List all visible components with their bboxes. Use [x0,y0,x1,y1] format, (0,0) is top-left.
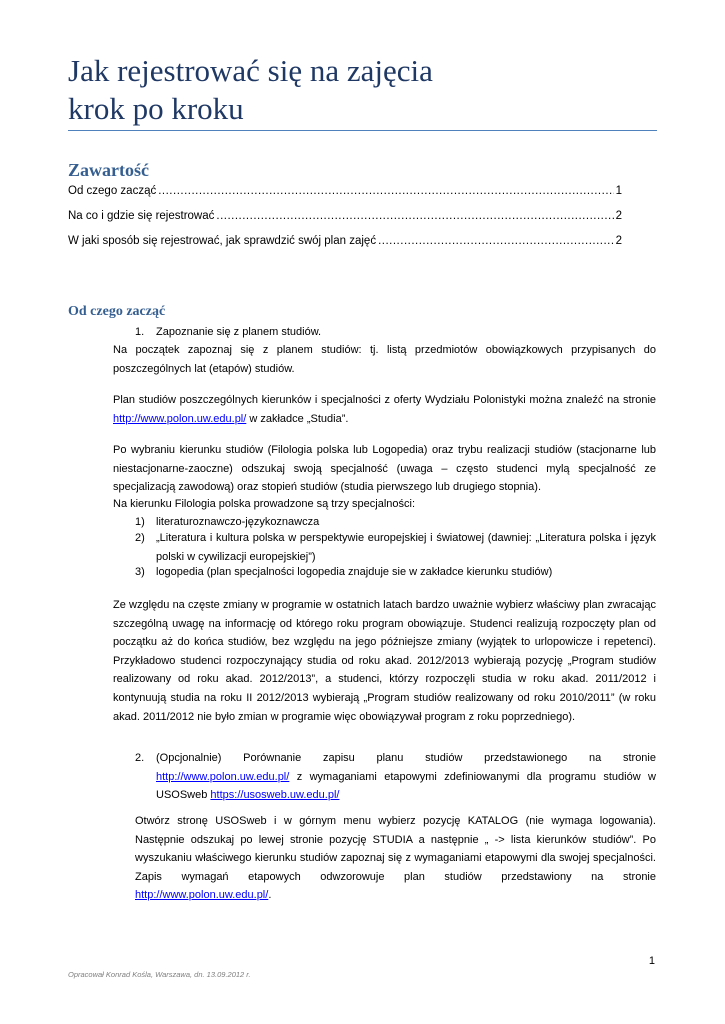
title-underline [68,130,657,131]
section-heading-od-czego-zaczac: Od czego zacząć [68,304,166,319]
step-1-paragraph-1: Na początek zapoznaj się z planem studiów: tj. listą przedmiotów obowiązkowych przypisanych do poszczególnych lat (etapów) studiów. [113,344,656,375]
usosweb-link[interactable]: https://usosweb.uw.edu.pl/ [210,789,340,802]
toc-entry-page: 2 [615,235,622,247]
paragraph-text: z wymaganiami etapowymi zdefiniowanymi dla programu studiów w USOSweb [156,770,656,802]
document-title [68,52,660,128]
step-1-number: 1. [135,326,145,338]
paragraph-text: w zakładce „Studia”. [246,412,349,425]
step-1-paragraph-2 [113,391,656,428]
toc-entry-w-jaki-sposob[interactable] [68,235,622,247]
specialty-number: 3) [135,566,145,578]
specialty-number: 1) [135,516,145,528]
toc-heading: Zawartość [68,160,149,180]
toc-leader-dots [216,210,613,222]
step-1-paragraph-3: Po wybraniu kierunku studiów (Filologia polska lub Logopedia) oraz trybu realizacji studiów (stacjonarne lub niestacjonarne-zaoczne) odszukaj swoją specjalność (uwaga – często studenci mylą specjalność ze specjalizacją zawodową) oraz stopień studiów (studia pierwszego lub drugiego stopnia). [113,444,656,494]
toc-leader-dots [378,235,614,247]
toc-entry-page: 1 [615,185,622,197]
step-2-paragraph-2 [135,812,656,905]
footer-author-note: Opracował Konrad Kośla, Warszawa, dn. 13.09.2012 r. [68,970,251,979]
toc-entry-na-co-i-gdzie[interactable] [68,210,622,222]
polon-link[interactable]: http://www.polon.uw.edu.pl/ [156,770,290,783]
toc-entry-od-czego-zaczac[interactable] [68,185,622,197]
specialty-text: logopedia (plan specjalności logopedia znajduje sie w zakładce kierunku studiów) [156,566,553,578]
toc-entry-label: Od czego zacząć [68,185,157,197]
paragraph-text: Otwórz stronę USOSweb i w górnym menu wybierz pozycję KATALOG (nie wymaga logowania). Następnie odszukaj po lewej stronie pozycję STUDIA a następnie „ -> lista kierunków studiów”. Po wyszukaniu właściwego kierunku studiów zapoznaj się z wymaganiami etapowymi dla swojej specjalności. Zapis wymagań etapowych odwzorowuje plan studiów przedstawiony na stronie [135,815,656,883]
paragraph-text: Plan studiów poszczególnych kierunków i specjalności z oferty Wydziału Polonistyki można znaleźć na stronie [113,394,656,406]
step-1-paragraph-4: Na kierunku Filologia polska prowadzone są trzy specjalności: [113,498,416,510]
title-line-2: krok po kroku [68,91,244,126]
step-1-paragraph-5: Ze względu na częste zmiany w programie w ostatnich latach bardzo uważnie wybierz właściwy plan zwracając szczególną uwagę na informację od którego roku program obowiązuje. Studenci realizują rozpoczęty plan od początku aż do końca studiów, bez względu na jego późniejsze zmiany (wyjątek to urlopowicze i repetenci). Przykładowo studenci rozpoczynający studia od roku akad. 2012/2013 wybierają pozycję „Program studiów realizowany od roku akad. 2012/2013”, a studenci, którzy rozpoczęli studia w roku akad. 2011/2012 i kontynuują studia na roku II 2012/2013 wybierają „Program studiów realizowany od roku 2010/2011” (w roku akad. 2011/2012 nie było zmian w programie więc obowiązywał program z roku poprzedniego). [113,599,656,723]
specialty-number: 2) [135,532,145,544]
toc-leader-dots [158,185,613,197]
specialty-text: literaturoznawczo-językoznawcza [156,516,320,528]
polon-link[interactable]: http://www.polon.uw.edu.pl/ [113,412,247,425]
title-line-1: Jak rejestrować się na zajęcia [68,53,433,88]
step-2-number: 2. [135,752,145,764]
specialty-text: „Literatura i kultura polska w perspektywie europejskiej i światowej (dawniej: „Literatura polska i język polski w cywilizacji europejskiej”) [156,532,656,563]
toc-entry-page: 2 [615,210,622,222]
step-2-text [156,749,656,805]
paragraph-text: (Opcjonalnie) Porównanie zapisu planu studiów przedstawionego na stronie [156,752,656,764]
page-number: 1 [648,955,655,967]
toc-entry-label: Na co i gdzie się rejestrować [68,210,215,222]
paragraph-text: . [268,889,272,902]
toc-entry-label: W jaki sposób się rejestrować, jak sprawdzić swój plan zajęć [68,235,377,247]
polon-link[interactable]: http://www.polon.uw.edu.pl/ [135,889,269,902]
step-1-title: Zapoznanie się z planem studiów. [156,326,322,338]
